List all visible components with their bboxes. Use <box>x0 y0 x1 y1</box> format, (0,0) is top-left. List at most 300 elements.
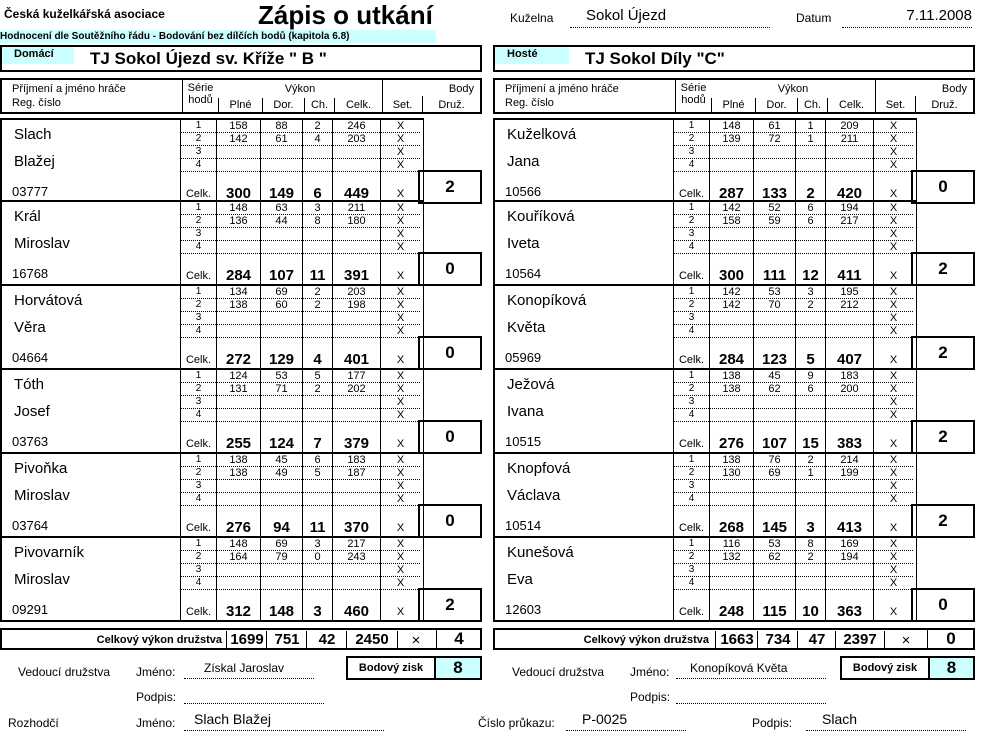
guest-player-block <box>493 202 917 286</box>
guest-serie-cell: 1 <box>673 202 709 215</box>
guest-dor-cell <box>753 577 795 590</box>
home-player-reg: 04664 <box>12 350 49 365</box>
guest-plne-cell <box>709 493 753 506</box>
home-serie-cell: 2 <box>180 467 216 480</box>
guest-player-firstname: Václava <box>507 487 561 504</box>
guest-dor-cell <box>753 241 795 254</box>
home-plne-cell: 134 <box>216 286 260 299</box>
guest-celk-cell <box>825 577 873 590</box>
home-player-surname: Pivoňka <box>14 460 68 477</box>
guest-celk-cell <box>825 228 873 241</box>
guest-serie-cell: 3 <box>673 312 709 325</box>
home-set-cell: X <box>380 325 420 338</box>
home-plne-cell <box>216 312 260 325</box>
home-celk-cell <box>332 146 380 159</box>
home-plne-cell: 138 <box>216 454 260 467</box>
guest-ch-cell: 1 <box>795 467 825 480</box>
guest-reg-no-header: Reg. číslo <box>505 97 554 109</box>
home-set-cell: X <box>380 551 420 564</box>
referee-signature-field[interactable] <box>806 710 966 731</box>
home-celk-cell: 246 <box>332 120 380 133</box>
home-serie-cell: 4 <box>180 409 216 422</box>
guest-plne-cell: 148 <box>709 120 753 133</box>
guest-plne-cell: 138 <box>709 454 753 467</box>
home-body-header: Body <box>382 80 480 96</box>
guest-plne-cell <box>709 409 753 422</box>
home-ch-cell: 8 <box>302 215 332 228</box>
home-player-points: 0 <box>418 420 482 454</box>
home-dor-cell <box>260 159 302 172</box>
home-ch-cell <box>302 241 332 254</box>
guest-ch-cell: 2 <box>795 551 825 564</box>
home-ch-cell <box>302 325 332 338</box>
referee-signature-label: Podpis: <box>752 716 793 730</box>
home-leader-signature-label: Podpis: <box>136 690 177 704</box>
guest-celk-header: Celk. <box>827 98 875 112</box>
home-leader-label: Vedoucí družstva <box>18 665 111 679</box>
guest-dor-cell: 76 <box>753 454 795 467</box>
guest-player-firstname: Ivana <box>507 403 544 420</box>
home-dor-cell: 44 <box>260 215 302 228</box>
guest-plne-cell <box>709 480 753 493</box>
home-plne-header: Plné <box>218 98 262 112</box>
home-ch-cell: 4 <box>302 133 332 146</box>
guest-dor-cell <box>753 312 795 325</box>
home-player-surname: Král <box>14 208 41 225</box>
home-total-dor: 148 <box>260 590 302 620</box>
guest-dor-cell: 70 <box>753 299 795 312</box>
guest-player-reg: 05969 <box>505 350 542 365</box>
home-set-total-cell: X <box>380 172 420 202</box>
home-set-cell: X <box>380 202 420 215</box>
home-dor-cell: 88 <box>260 120 302 133</box>
home-dor-header: Dor. <box>262 98 304 112</box>
home-plne-cell <box>216 564 260 577</box>
home-celk-cell: 183 <box>332 454 380 467</box>
home-total-plne: 284 <box>216 254 260 284</box>
home-serie-cell: 1 <box>180 454 216 467</box>
guest-player-firstname: Jana <box>507 153 540 170</box>
guest-dor-cell: 72 <box>753 133 795 146</box>
guest-player-points: 0 <box>911 588 975 622</box>
home-team-total <box>0 628 482 650</box>
guest-player-points: 2 <box>911 504 975 538</box>
home-player-name-header: Příjmení a jméno hráče <box>12 83 126 95</box>
home-leader-name-field[interactable] <box>184 660 314 679</box>
home-ch-cell: 2 <box>302 286 332 299</box>
guest-serie-cell: 3 <box>673 564 709 577</box>
guest-set-cell: X <box>873 215 913 228</box>
guest-ch-cell <box>795 480 825 493</box>
home-plne-cell <box>216 241 260 254</box>
home-celk-cell <box>332 480 380 493</box>
guest-team-name: TJ Sokol Díly "C" <box>585 49 725 68</box>
guest-ch-cell <box>795 493 825 506</box>
home-plne-cell <box>216 577 260 590</box>
guest-leader-name-field[interactable] <box>676 660 826 679</box>
home-plne-cell: 148 <box>216 202 260 215</box>
home-set-cell: X <box>380 241 420 254</box>
guest-set-cell: X <box>873 325 913 338</box>
guest-plne-cell: 142 <box>709 286 753 299</box>
guest-celk-row-label: Celk. <box>673 254 709 284</box>
home-set-cell: X <box>380 120 420 133</box>
home-dor-cell: 69 <box>260 538 302 551</box>
home-serie-cell: 4 <box>180 493 216 506</box>
guest-dor-cell: 69 <box>753 467 795 480</box>
guest-dor-cell: 59 <box>753 215 795 228</box>
guest-set-cell: X <box>873 480 913 493</box>
guest-set-cell: X <box>873 467 913 480</box>
guest-total-plne: 284 <box>709 338 753 368</box>
home-celk-cell: 187 <box>332 467 380 480</box>
home-ch-cell: 3 <box>302 538 332 551</box>
referee-card-label: Číslo průkazu: <box>478 716 555 730</box>
guest-celk-cell <box>825 480 873 493</box>
home-ch-cell: 2 <box>302 120 332 133</box>
guest-plne-cell: 142 <box>709 202 753 215</box>
guest-plne-cell <box>709 325 753 338</box>
guest-dor-cell: 53 <box>753 538 795 551</box>
guest-bodovy-zisk-label: Bodový zisk <box>842 658 930 678</box>
guest-serie-cell: 3 <box>673 480 709 493</box>
guest-celk-cell: 195 <box>825 286 873 299</box>
guest-serie-header-1: Série <box>680 82 707 94</box>
home-ch-cell <box>302 493 332 506</box>
guest-total-plne: 300 <box>709 254 753 284</box>
home-celk-cell: 198 <box>332 299 380 312</box>
guest-serie-cell: 1 <box>673 120 709 133</box>
guest-player-reg: 10566 <box>505 184 542 199</box>
guest-player-reg: 10515 <box>505 434 542 449</box>
guest-ch-cell: 6 <box>795 202 825 215</box>
home-set-cell: X <box>380 299 420 312</box>
home-set-cell: X <box>380 493 420 506</box>
guest-total-celk: 383 <box>825 422 873 452</box>
guest-celk-cell: 209 <box>825 120 873 133</box>
guest-player-surname: Kunešová <box>507 544 574 561</box>
home-plne-cell: 138 <box>216 467 260 480</box>
guest-total-ch: 3 <box>795 506 825 536</box>
home-player-block <box>0 370 424 454</box>
home-serie-cell: 3 <box>180 564 216 577</box>
home-total-ch: 11 <box>302 254 332 284</box>
guest-total-plne: 248 <box>709 590 753 620</box>
home-total-ch: 11 <box>302 506 332 536</box>
home-ch-cell: 2 <box>302 299 332 312</box>
guest-leader-signature-field[interactable] <box>676 686 826 704</box>
home-celk-cell <box>332 159 380 172</box>
home-plne-cell <box>216 228 260 241</box>
guest-celk-cell <box>825 564 873 577</box>
guest-serie-cell: 2 <box>673 383 709 396</box>
venue-field[interactable] <box>570 6 770 28</box>
guest-total-dor: 123 <box>753 338 795 368</box>
guest-ch-cell <box>795 409 825 422</box>
home-team-name: TJ Sokol Újezd sv. Kříže " B " <box>90 49 327 68</box>
guest-celk-cell <box>825 159 873 172</box>
home-plne-cell <box>216 480 260 493</box>
home-player-reg: 03763 <box>12 434 49 449</box>
home-serie-cell: 2 <box>180 133 216 146</box>
guest-total-celk: 413 <box>825 506 873 536</box>
home-player-block <box>0 538 424 622</box>
home-celk-cell <box>332 396 380 409</box>
guest-player-block <box>493 370 917 454</box>
guest-serie-cell: 3 <box>673 396 709 409</box>
guest-celk-cell: 194 <box>825 551 873 564</box>
home-celk-cell: 243 <box>332 551 380 564</box>
guest-celk-cell: 214 <box>825 454 873 467</box>
home-celk-cell: 177 <box>332 370 380 383</box>
home-set-cell: X <box>380 454 420 467</box>
guest-serie-header <box>675 80 711 112</box>
guest-serie-cell: 4 <box>673 409 709 422</box>
home-celk-row-label: Celk. <box>180 590 216 620</box>
home-serie-cell: 3 <box>180 228 216 241</box>
guest-total-celk: 411 <box>825 254 873 284</box>
date-value: 7.11.2008 <box>906 7 972 24</box>
home-total-dor: 124 <box>260 422 302 452</box>
guest-ch-cell <box>795 564 825 577</box>
association-name: Česká kuželkářská asociace <box>4 7 165 21</box>
guest-total-label: Celkový výkon družstva <box>583 634 709 646</box>
home-serie-cell: 3 <box>180 146 216 159</box>
home-total-ch: 6 <box>302 172 332 202</box>
guest-vykon-header: Výkon <box>777 83 809 95</box>
home-player-firstname: Miroslav <box>14 487 70 504</box>
home-total-plne: 276 <box>216 506 260 536</box>
referee-label: Rozhodčí <box>8 716 59 730</box>
venue-label: Kuželna <box>510 11 554 25</box>
home-total-plne: 1699 <box>226 631 267 649</box>
date-label: Datum <box>796 11 832 25</box>
home-set-cell: X <box>380 383 420 396</box>
home-plne-cell <box>216 409 260 422</box>
home-dor-cell <box>260 241 302 254</box>
guest-serie-cell: 2 <box>673 467 709 480</box>
guest-serie-cell: 2 <box>673 551 709 564</box>
guest-set-cell: X <box>873 396 913 409</box>
home-dor-cell <box>260 228 302 241</box>
home-total-celk: 449 <box>332 172 380 202</box>
home-dor-cell <box>260 480 302 493</box>
guest-set-total-cell: X <box>873 172 913 202</box>
guest-ch-cell <box>795 577 825 590</box>
home-celk-cell: 211 <box>332 202 380 215</box>
home-player-reg: 03764 <box>12 518 49 533</box>
guest-dor-cell <box>753 325 795 338</box>
guest-score-sheet <box>493 78 975 624</box>
guest-player-points: 2 <box>911 420 975 454</box>
guest-set-cell: X <box>873 146 913 159</box>
guest-set-cell: X <box>873 370 913 383</box>
home-set-cell: X <box>380 146 420 159</box>
home-header-block <box>0 78 482 114</box>
home-player-points: 2 <box>418 170 482 204</box>
home-serie-cell: 4 <box>180 159 216 172</box>
home-player-surname: Slach <box>14 126 52 143</box>
home-total-celk: 370 <box>332 506 380 536</box>
home-reg-no-header: Reg. číslo <box>12 97 61 109</box>
home-plne-cell: 124 <box>216 370 260 383</box>
guest-set-cell: X <box>873 202 913 215</box>
guest-player-name-header: Příjmení a jméno hráče <box>505 83 619 95</box>
home-celk-cell <box>332 312 380 325</box>
guest-plne-cell: 130 <box>709 467 753 480</box>
guest-celk-cell: 217 <box>825 215 873 228</box>
referee-name-field[interactable] <box>184 710 384 731</box>
guest-total-ch: 15 <box>795 422 825 452</box>
guest-dor-cell: 61 <box>753 120 795 133</box>
guest-player-block <box>493 286 917 370</box>
referee-card: P-0025 <box>582 711 628 727</box>
home-dor-cell: 60 <box>260 299 302 312</box>
home-total-celk: 391 <box>332 254 380 284</box>
home-player-points: 0 <box>418 504 482 538</box>
home-celk-row-label: Celk. <box>180 172 216 202</box>
guest-set-total-cell: X <box>873 338 913 368</box>
home-dor-cell: 49 <box>260 467 302 480</box>
guest-dor-cell <box>753 409 795 422</box>
home-vykon-header: Výkon <box>284 83 316 95</box>
home-total-plne: 255 <box>216 422 260 452</box>
guest-serie-cell: 3 <box>673 146 709 159</box>
home-total-dor: 751 <box>266 631 307 649</box>
guest-plne-cell <box>709 241 753 254</box>
guest-player-surname: Kouříková <box>507 208 575 225</box>
home-total-plne: 272 <box>216 338 260 368</box>
home-set-cell: X <box>380 480 420 493</box>
venue-value: Sokol Újezd <box>586 7 667 24</box>
guest-player-block <box>493 454 917 538</box>
guest-dor-cell <box>753 493 795 506</box>
home-total-celk: 379 <box>332 422 380 452</box>
home-player-reg: 16768 <box>12 266 49 281</box>
guest-plne-header: Plné <box>711 98 755 112</box>
home-total-dor: 107 <box>260 254 302 284</box>
guest-celk-row-label: Celk. <box>673 506 709 536</box>
home-player-firstname: Miroslav <box>14 235 70 252</box>
home-dor-cell: 71 <box>260 383 302 396</box>
guest-plne-cell: 138 <box>709 383 753 396</box>
home-plne-cell <box>216 396 260 409</box>
home-dor-cell <box>260 577 302 590</box>
guest-player-surname: Konopíková <box>507 292 587 309</box>
guest-player-reg: 10564 <box>505 266 542 281</box>
guest-ch-cell: 6 <box>795 215 825 228</box>
home-serie-cell: 1 <box>180 286 216 299</box>
home-total-dor: 149 <box>260 172 302 202</box>
home-serie-cell: 3 <box>180 312 216 325</box>
home-leader-signature-field[interactable] <box>184 686 324 704</box>
home-celk-cell: 202 <box>332 383 380 396</box>
guest-set-cell: X <box>873 564 913 577</box>
guest-set-cell: X <box>873 228 913 241</box>
home-team-bar <box>0 45 482 72</box>
home-celk-row-label: Celk. <box>180 422 216 452</box>
date-field[interactable] <box>842 6 972 28</box>
guest-set-cell: X <box>873 538 913 551</box>
guest-total-plne: 268 <box>709 506 753 536</box>
home-score-sheet <box>0 78 482 624</box>
guest-player-block <box>493 538 917 622</box>
guest-plne-cell <box>709 564 753 577</box>
guest-set-total-cell: X <box>873 590 913 620</box>
home-set-cell: X <box>380 228 420 241</box>
home-plne-cell: 142 <box>216 133 260 146</box>
referee-card-field[interactable] <box>566 710 686 731</box>
home-dor-cell: 69 <box>260 286 302 299</box>
home-player-surname: Tóth <box>14 376 45 393</box>
home-serie-cell: 2 <box>180 551 216 564</box>
home-serie-cell: 2 <box>180 383 216 396</box>
home-total-times: × <box>411 632 421 649</box>
guest-plne-cell: 138 <box>709 370 753 383</box>
home-bodovy-zisk <box>346 656 482 680</box>
home-total-plne: 312 <box>216 590 260 620</box>
guest-total-plne: 1663 <box>715 631 758 649</box>
home-dor-cell: 45 <box>260 454 302 467</box>
home-set-total-cell: X <box>380 422 420 452</box>
home-serie-header <box>182 80 218 112</box>
home-dor-cell: 61 <box>260 133 302 146</box>
home-set-cell: X <box>380 133 420 146</box>
guest-set-cell: X <box>873 577 913 590</box>
home-total-plne: 300 <box>216 172 260 202</box>
guest-set-cell: X <box>873 454 913 467</box>
home-total-ch: 4 <box>302 338 332 368</box>
guest-celk-row-label: Celk. <box>673 422 709 452</box>
home-leader-name-label: Jméno: <box>136 665 176 679</box>
guest-celk-cell: 212 <box>825 299 873 312</box>
home-set-cell: X <box>380 215 420 228</box>
guest-plne-cell: 142 <box>709 299 753 312</box>
guest-celk-cell: 199 <box>825 467 873 480</box>
home-ch-cell <box>302 480 332 493</box>
guest-serie-cell: 1 <box>673 454 709 467</box>
home-ch-cell: 3 <box>302 202 332 215</box>
guest-total-ch: 2 <box>795 172 825 202</box>
home-player-firstname: Blažej <box>14 153 55 170</box>
guest-ch-cell <box>795 159 825 172</box>
guest-total-dor: 115 <box>753 590 795 620</box>
guest-serie-cell: 4 <box>673 241 709 254</box>
guest-total-times: × <box>901 632 911 649</box>
home-dor-cell: 79 <box>260 551 302 564</box>
guest-serie-cell: 4 <box>673 159 709 172</box>
home-ch-cell <box>302 577 332 590</box>
guest-serie-cell: 1 <box>673 538 709 551</box>
guest-total-celk: 363 <box>825 590 873 620</box>
home-plne-cell: 158 <box>216 120 260 133</box>
guest-total-celk: 407 <box>825 338 873 368</box>
guest-celk-row-label: Celk. <box>673 590 709 620</box>
home-player-firstname: Věra <box>14 319 46 336</box>
home-dor-cell <box>260 312 302 325</box>
home-celk-cell <box>332 409 380 422</box>
guest-bodovy-zisk-value: 8 <box>930 658 973 678</box>
home-ch-cell <box>302 564 332 577</box>
home-celk-row-label: Celk. <box>180 338 216 368</box>
home-player-block <box>0 286 424 370</box>
guest-player-points: 2 <box>911 252 975 286</box>
rules-subtitle: Hodnocení dle Soutěžního řádu - Bodování bez dílčích bodů (kapitola 6.8) <box>0 30 436 43</box>
guest-total-ch: 10 <box>795 590 825 620</box>
home-total-ch: 7 <box>302 422 332 452</box>
home-label: Domácí <box>2 47 74 64</box>
home-ch-cell <box>302 146 332 159</box>
